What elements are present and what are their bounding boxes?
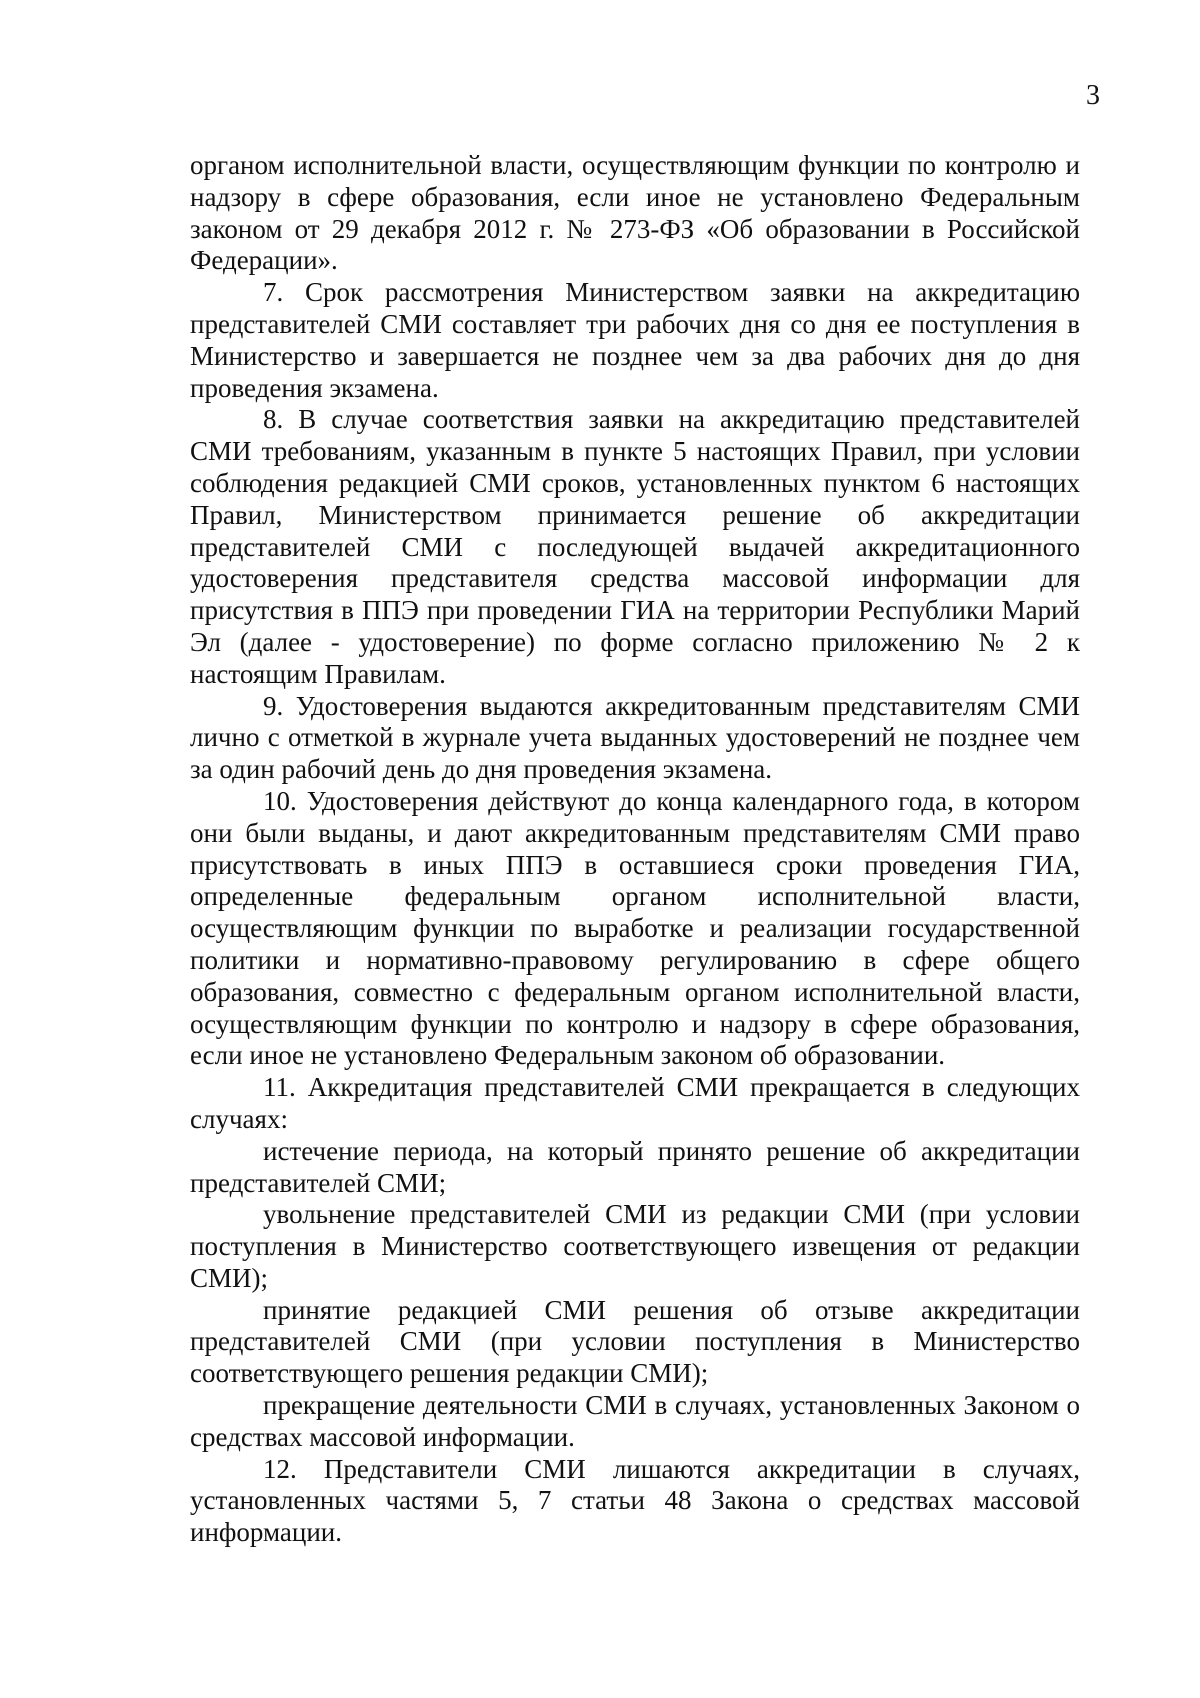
paragraph-9: 9. Удостоверения выдаются аккредитованным представителям СМИ лично с отметкой в журнале учета выданных удостоверений не позднее чем за один рабочий день до дня проведения экзамена. — [190, 690, 1080, 785]
paragraph-11-item-revocation: принятие редакцией СМИ решения об отзыве аккредитации представителей СМИ (при условии поступления в Министерство соответствующего решения редакции СМИ); — [190, 1294, 1080, 1389]
document-body — [190, 150, 1080, 1549]
paragraph-8: 8. В случае соответствия заявки на аккредитацию представителей СМИ требованиям, указанным в пункте 5 настоящих Правил, при условии соблюдения редакцией СМИ сроков, установленных пунктом 6 настоящих Правил, Министерством принимается решение об аккредитации представителей СМИ с последующей выдачей аккредитационного удостоверения представителя средства массовой информации для присутствия в ППЭ при проведении ГИА на территории Республики Марий Эл (далее - удостоверение) по форме согласно приложению № 2 к настоящим Правилам. — [190, 404, 1080, 689]
page-number: 3 — [1086, 80, 1100, 111]
paragraph-7: 7. Срок рассмотрения Министерством заявки на аккредитацию представителей СМИ составляет три рабочих дня со дня ее поступления в Министерство и завершается не позднее чем за два рабочих дня до дня проведения экзамена. — [190, 277, 1080, 403]
paragraph-11-item-expiry: истечение периода, на который принято решение об аккредитации представителей СМИ; — [190, 1135, 1080, 1198]
paragraph-11-item-termination: прекращение деятельности СМИ в случаях, установленных Законом о средствах массовой информации. — [190, 1390, 1080, 1452]
paragraph-12: 12. Представители СМИ лишаются аккредитации в случаях, установленных частями 5, 7 статьи 48 Закона о средствах массовой информации. — [190, 1453, 1080, 1548]
paragraph-continuation: органом исполнительной власти, осуществляющим функции по контролю и надзору в сфере образования, если иное не установлено Федеральным законом от 29 декабря 2012 г. № 273-ФЗ «Об образовании в Российской Федерации». — [190, 150, 1080, 276]
paragraph-11: 11. Аккредитация представителей СМИ прекращается в следующих случаях: — [190, 1072, 1080, 1134]
paragraph-10: 10. Удостоверения действуют до конца календарного года, в котором они были выданы, и дают аккредитованным представителям СМИ право присутствовать в иных ППЭ в оставшиеся сроки проведения ГИА, определенные федеральным органом исполнительной власти, осуществляющим функции по выработке и реализации государственной политики и нормативно-правовому регулированию в сфере общего образования, совместно с федеральным органом исполнительной власти, осуществляющим функции по контролю и надзору в сфере образования, если иное не установлено Федеральным законом об образовании. — [190, 785, 1080, 1071]
paragraph-11-item-dismissal: увольнение представителей СМИ из редакции СМИ (при условии поступления в Министерство соответствующего извещения от редакции СМИ); — [190, 1199, 1080, 1293]
